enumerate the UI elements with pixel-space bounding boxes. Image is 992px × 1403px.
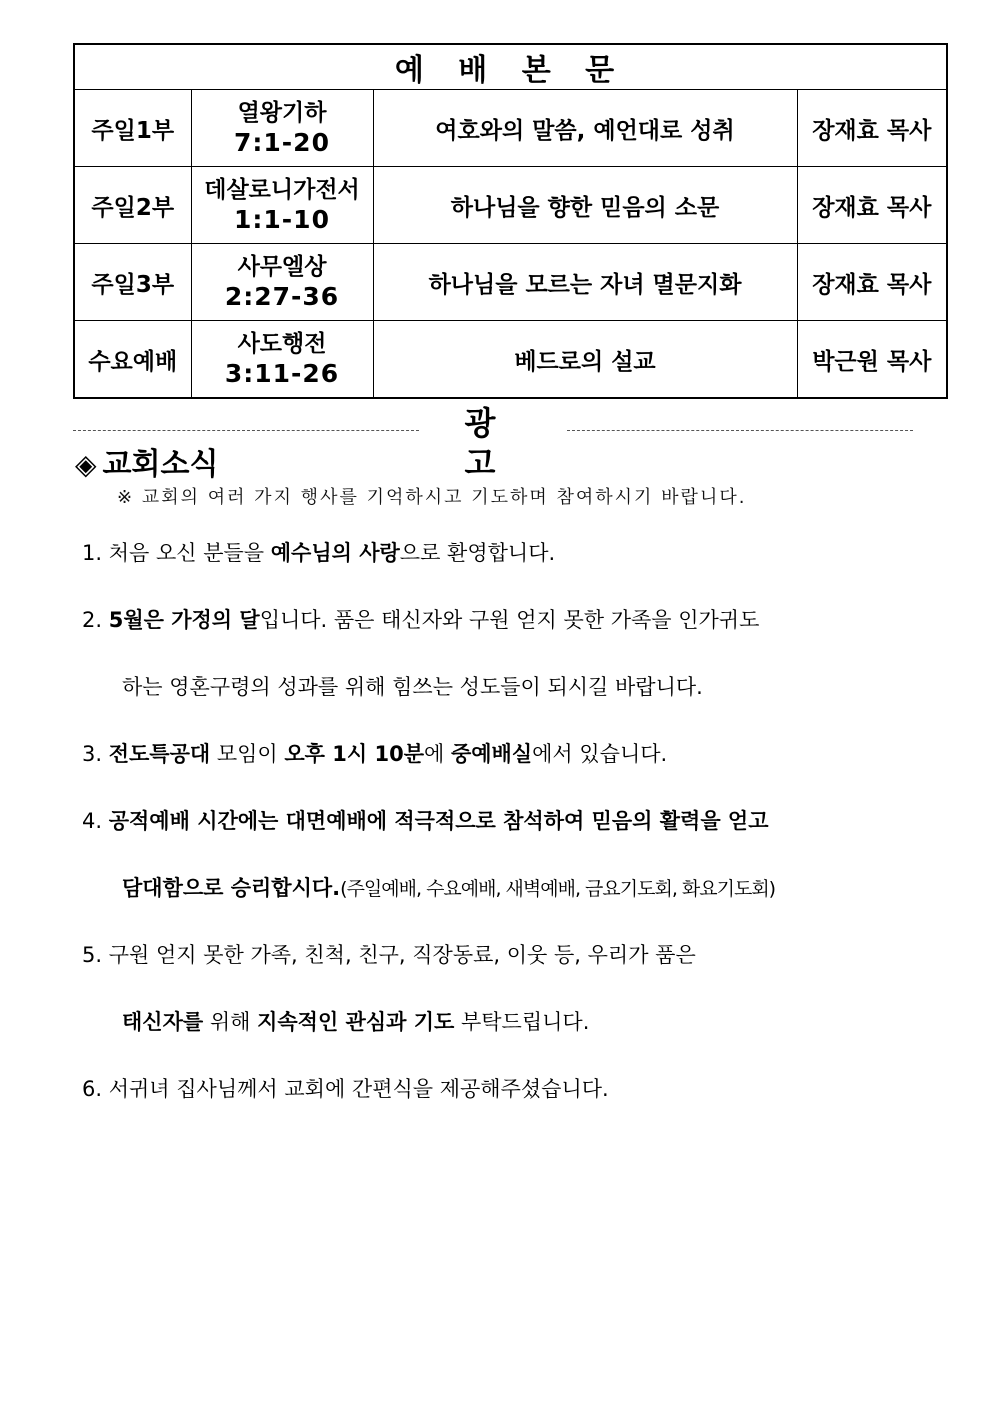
service-name: 주일2부 <box>74 167 191 244</box>
scripture-cell <box>191 244 373 321</box>
item-text: 하는 영혼구령의 성과를 위해 힘쓰는 성도들이 되시길 바랍니다. <box>122 675 703 699</box>
item-text-bold: 예수님의 사랑 <box>270 541 400 565</box>
dashed-rule-left <box>73 430 419 431</box>
service-name: 수요예배 <box>74 321 191 399</box>
item-number: 4. <box>82 809 103 833</box>
scripture-cell <box>191 321 373 399</box>
list-item <box>82 938 922 1039</box>
item-text: 위해 <box>203 1010 258 1034</box>
item-number: 2. <box>82 608 103 632</box>
church-news-note: ※ 교회의 여러 가지 행사를 기억하시고 기도하며 참여하시기 바랍니다. <box>117 487 747 508</box>
item-text-bold: 전도특공대 <box>108 742 211 766</box>
item-text: 에서 있습니다. <box>532 742 668 766</box>
item-text-bold: 담대함으로 승리합시다. <box>122 876 341 900</box>
service-name: 주일1부 <box>74 90 191 167</box>
item-text: 서귀녀 집사님께서 교회에 간편식을 제공해주셨습니다. <box>108 1077 609 1101</box>
preacher-name: 장재효 목사 <box>797 167 947 244</box>
item-number: 6. <box>82 1077 103 1101</box>
sermon-table <box>73 43 948 399</box>
scripture-cell <box>191 90 373 167</box>
item-text: 으로 환영합니다. <box>399 541 556 565</box>
list-item <box>82 603 922 704</box>
table-row <box>74 167 947 244</box>
scripture-ref: 2:27-36 <box>224 282 340 311</box>
table-row <box>74 244 947 321</box>
scripture-book: 사도행전 <box>237 331 327 357</box>
preacher-name: 장재효 목사 <box>797 90 947 167</box>
item-text: 부탁드립니다. <box>454 1010 590 1034</box>
list-item <box>82 804 922 905</box>
table-row <box>74 90 947 167</box>
service-name: 주일3부 <box>74 244 191 321</box>
diamond-icon: ◈ <box>75 448 97 481</box>
sermon-table-title: 예 배 본 문 <box>74 44 947 90</box>
preacher-name: 박근원 목사 <box>797 321 947 399</box>
item-text: 에 <box>424 742 451 766</box>
scripture-book: 열왕기하 <box>237 100 327 126</box>
item-number: 3. <box>82 742 103 766</box>
list-item <box>82 1072 922 1106</box>
announcement-list <box>82 536 922 1139</box>
scripture-book: 데살로니가전서 <box>204 177 360 203</box>
church-news-heading <box>75 445 218 485</box>
sermon-title: 여호와의 말씀, 예언대로 성취 <box>373 90 797 167</box>
sermon-title: 베드로의 설교 <box>373 321 797 399</box>
list-item <box>82 737 922 771</box>
item-text-bold: 5월은 가정의 달 <box>108 608 260 632</box>
item-text: 입니다. 품은 태신자와 구원 얻지 못한 가족을 인가귀도 <box>259 608 760 632</box>
item-text: 모임이 <box>210 742 285 766</box>
announcements-label: 광 고 <box>464 404 522 482</box>
table-row <box>74 321 947 399</box>
scripture-cell <box>191 167 373 244</box>
scripture-ref: 3:11-26 <box>224 359 340 388</box>
church-news-title: 교회소식 <box>102 447 219 482</box>
scripture-ref: 7:1-20 <box>234 128 330 157</box>
scripture-book: 사무엘상 <box>237 254 327 280</box>
list-item <box>82 536 922 570</box>
sermon-title: 하나님을 모르는 자녀 멸문지화 <box>373 244 797 321</box>
item-text-bold: 공적예배 시간에는 대면예배에 적극적으로 참석하여 믿음의 활력을 얻고 <box>108 809 769 833</box>
dashed-rule-right <box>567 430 913 431</box>
item-number: 5. <box>82 943 103 967</box>
scripture-ref: 1:1-10 <box>234 205 330 234</box>
item-number: 1. <box>82 541 103 565</box>
preacher-name: 장재효 목사 <box>797 244 947 321</box>
item-text-bold: 태신자를 <box>122 1010 204 1034</box>
item-text-bold: 중예배실 <box>450 742 533 766</box>
item-text-bold: 오후 1시 10분 <box>284 742 424 766</box>
item-text: 구원 얻지 못한 가족, 친척, 친구, 직장동료, 이웃 등, 우리가 품은 <box>108 943 696 967</box>
sermon-title: 하나님을 향한 믿음의 소문 <box>373 167 797 244</box>
item-text-small: (주일예배, 수요예배, 새벽예배, 금요기도회, 화요기도회) <box>340 878 776 900</box>
item-text: 처음 오신 분들을 <box>108 541 271 565</box>
item-text-bold: 지속적인 관심과 기도 <box>257 1010 455 1034</box>
